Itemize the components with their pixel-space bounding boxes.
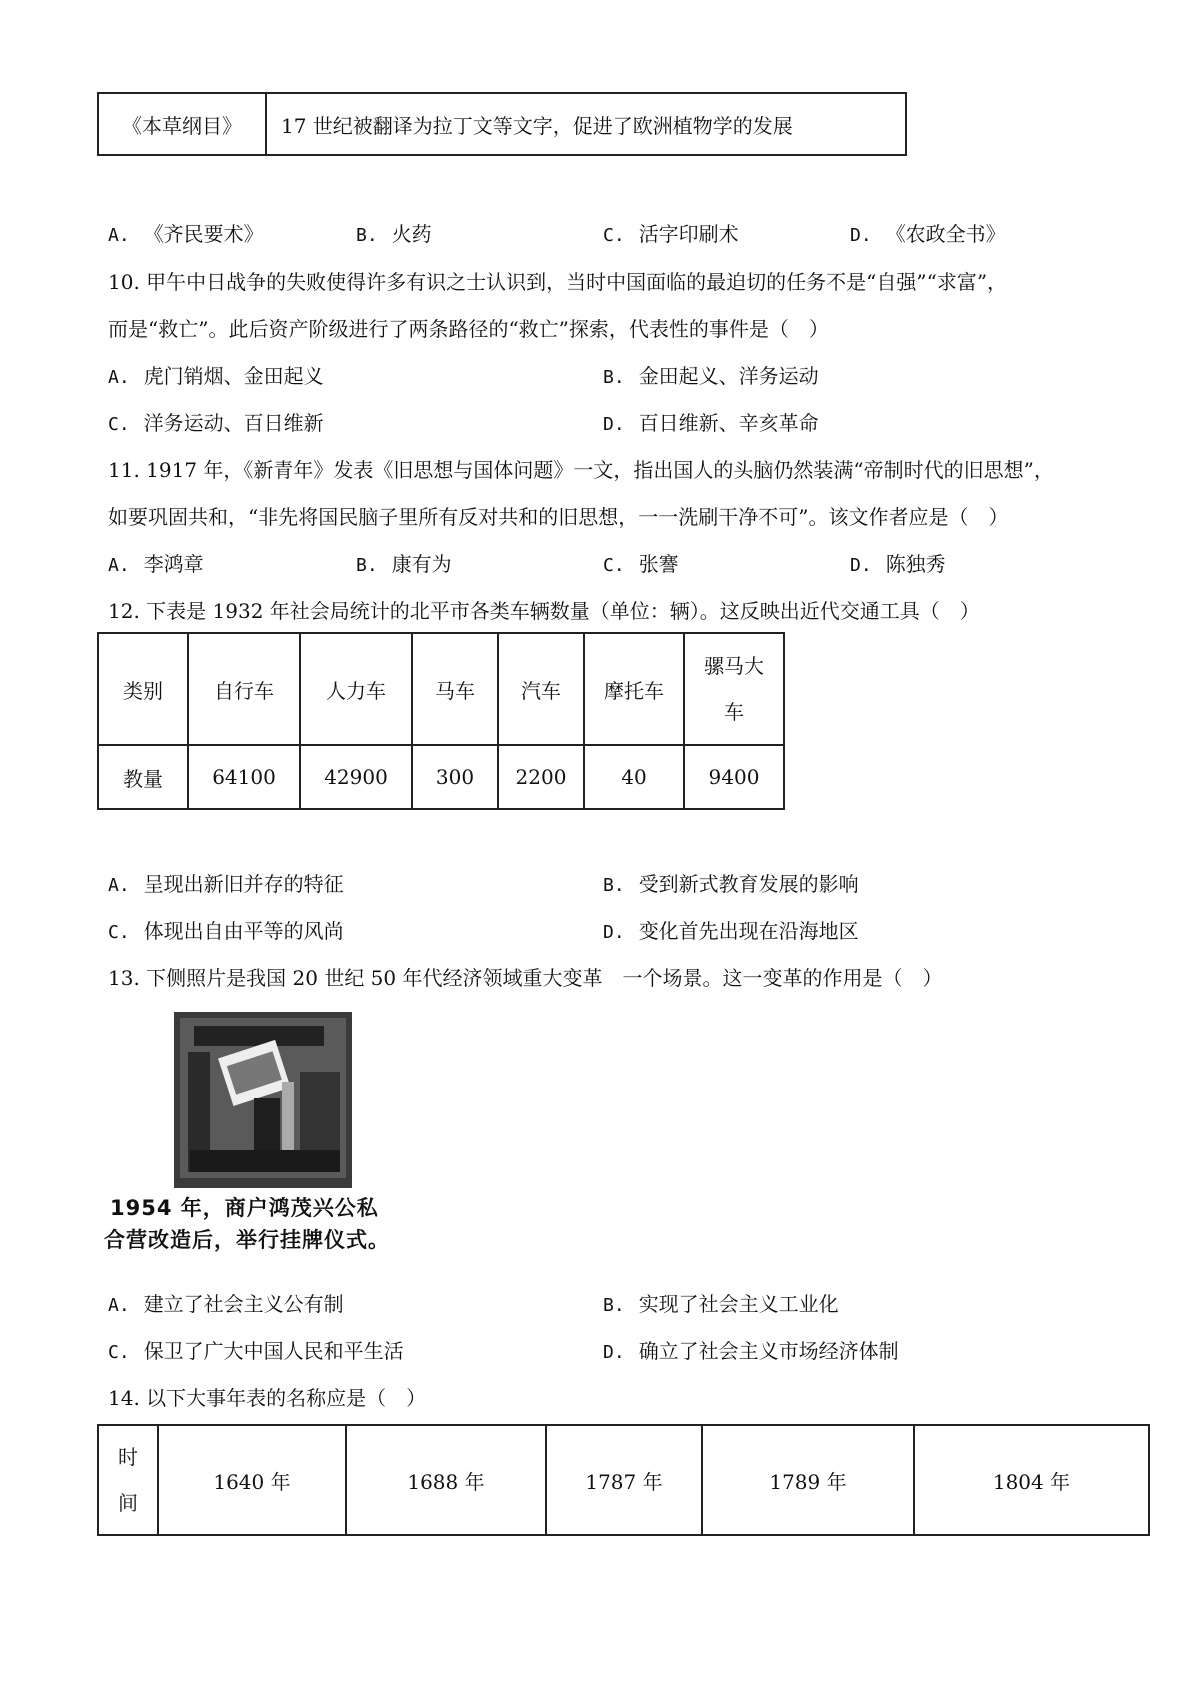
- historical-photo: [104, 1012, 404, 1258]
- option-text: 《齐民要术》: [143, 222, 264, 246]
- option-text: 受到新式教育发展的影响: [638, 872, 859, 896]
- option-letter: A.: [108, 225, 130, 246]
- vehicle-table-header: 马车: [412, 633, 498, 745]
- option-letter: D.: [850, 555, 872, 576]
- q14-stem: 14. 以下大事年表的名称应是（ ）: [108, 1386, 427, 1410]
- q11-option-d[interactable]: [850, 548, 946, 577]
- q10-stem-line2: 而是“救亡”。此后资产阶级进行了两条路径的“救亡”探索，代表性的事件是（ ）: [108, 317, 829, 341]
- option-letter: A.: [108, 1295, 130, 1316]
- q12-stem: 12. 下表是 1932 年社会局统计的北平市各类车辆数量（单位：辆）。这反映出近代交通工具（ ）: [108, 599, 980, 623]
- option-text: 百日维新、辛亥革命: [638, 411, 819, 435]
- timeline-year: 1804 年: [914, 1425, 1149, 1535]
- vehicle-table-header: 摩托车: [584, 633, 684, 745]
- vehicle-table-cell: 9400: [684, 745, 784, 809]
- option-text: 《农政全书》: [885, 222, 1006, 246]
- option-letter: A.: [108, 367, 130, 388]
- top-table: [97, 92, 907, 156]
- option-text: 陈独秀: [885, 552, 946, 576]
- option-text: 火药: [391, 222, 432, 246]
- q12-option-d[interactable]: [603, 915, 859, 944]
- photo-caption-line2: 合营改造后，举行挂牌仪式。: [104, 1228, 390, 1252]
- vehicle-table-cell: 40: [584, 745, 684, 809]
- photo-caption-line1: 1954 年，商户鸿茂兴公私: [110, 1196, 379, 1220]
- q10-option-d[interactable]: [603, 407, 819, 436]
- option-letter: D.: [850, 225, 872, 246]
- vehicle-table-cell: 2200: [498, 745, 584, 809]
- option-letter: C.: [603, 555, 625, 576]
- option-text: 保卫了广大中国人民和平生活: [143, 1339, 404, 1363]
- option-letter: C.: [108, 1342, 130, 1363]
- timeline-year: 1787 年: [546, 1425, 702, 1535]
- vehicle-table-header: 汽车: [498, 633, 584, 745]
- timeline-year: 1789 年: [702, 1425, 914, 1535]
- q9-option-b[interactable]: [356, 218, 432, 247]
- option-text: 李鸿章: [143, 552, 204, 576]
- option-text: 变化首先出现在沿海地区: [638, 919, 859, 943]
- top-table-cell-title: 《本草纲目》: [98, 93, 266, 155]
- option-letter: B.: [356, 555, 378, 576]
- q13-option-a[interactable]: [108, 1288, 344, 1317]
- option-letter: B.: [603, 1295, 625, 1316]
- option-text: 虎门销烟、金田起义: [143, 364, 324, 388]
- top-table-cell-desc: 17 世纪被翻译为拉丁文等文字，促进了欧洲植物学的发展: [266, 93, 906, 155]
- timeline-table: [97, 1424, 1150, 1536]
- q13-option-b[interactable]: [603, 1288, 839, 1317]
- option-letter: B.: [356, 225, 378, 246]
- q13-option-c[interactable]: [108, 1335, 404, 1364]
- vehicle-table-cell: 42900: [300, 745, 412, 809]
- option-text: 张謇: [638, 552, 679, 576]
- option-text: 洋务运动、百日维新: [143, 411, 324, 435]
- option-letter: D.: [603, 414, 625, 435]
- option-letter: A.: [108, 875, 130, 896]
- q12-option-a[interactable]: [108, 868, 344, 897]
- option-text: 实现了社会主义工业化: [638, 1292, 839, 1316]
- option-letter: D.: [603, 1342, 625, 1363]
- q11-option-c[interactable]: [603, 548, 679, 577]
- option-text: 活字印刷术: [638, 222, 739, 246]
- q12-option-b[interactable]: [603, 868, 859, 897]
- q13-stem: 13. 下侧照片是我国 20 世纪 50 年代经济领域重大变革 一个场景。这一变革的作用是（ ）: [108, 966, 943, 990]
- vehicle-table-header: 自行车: [188, 633, 300, 745]
- option-text: 康有为: [391, 552, 452, 576]
- option-text: 金田起义、洋务运动: [638, 364, 819, 388]
- vehicle-table-header: 骡马大 车: [684, 633, 784, 745]
- timeline-header: 时 间: [98, 1425, 158, 1535]
- q9-option-c[interactable]: [603, 218, 739, 247]
- q12-option-c[interactable]: [108, 915, 344, 944]
- q10-option-b[interactable]: [603, 360, 819, 389]
- vehicle-table-cell: 教量: [98, 745, 188, 809]
- option-text: 建立了社会主义公有制: [143, 1292, 344, 1316]
- timeline-year: 1640 年: [158, 1425, 346, 1535]
- q10-stem-line1: 10. 甲午中日战争的失败使得许多有识之士认识到，当时中国面临的最迫切的任务不是“自强”“求富”，: [108, 270, 1008, 294]
- option-text: 体现出自由平等的风尚: [143, 919, 344, 943]
- option-letter: C.: [603, 225, 625, 246]
- q11-stem-line1: 11. 1917 年，《新青年》发表《旧思想与国体问题》一文，指出国人的头脑仍然装满“帝制时代的旧思想”，: [108, 458, 1054, 482]
- option-letter: C.: [108, 922, 130, 943]
- q10-option-c[interactable]: [108, 407, 324, 436]
- vehicle-table-cell: 300: [412, 745, 498, 809]
- q13-option-d[interactable]: [603, 1335, 899, 1364]
- option-letter: D.: [603, 922, 625, 943]
- timeline-year: 1688 年: [346, 1425, 546, 1535]
- vehicle-table-cell: 64100: [188, 745, 300, 809]
- option-letter: B.: [603, 367, 625, 388]
- q11-option-a[interactable]: [108, 548, 204, 577]
- q9-option-d[interactable]: [850, 218, 1006, 247]
- q9-option-a[interactable]: [108, 218, 264, 247]
- q11-stem-line2: 如要巩固共和，“非先将国民脑子里所有反对共和的旧思想，一一洗刷干净不可”。该文作者应是（ ）: [108, 505, 1009, 529]
- vehicle-table: [97, 632, 785, 810]
- vehicle-table-header: 类别: [98, 633, 188, 745]
- option-letter: A.: [108, 555, 130, 576]
- option-text: 呈现出新旧并存的特征: [143, 872, 344, 896]
- option-letter: B.: [603, 875, 625, 896]
- vehicle-table-header: 人力车: [300, 633, 412, 745]
- q10-option-a[interactable]: [108, 360, 324, 389]
- q11-option-b[interactable]: [356, 548, 452, 577]
- option-text: 确立了社会主义市场经济体制: [638, 1339, 899, 1363]
- option-letter: C.: [108, 414, 130, 435]
